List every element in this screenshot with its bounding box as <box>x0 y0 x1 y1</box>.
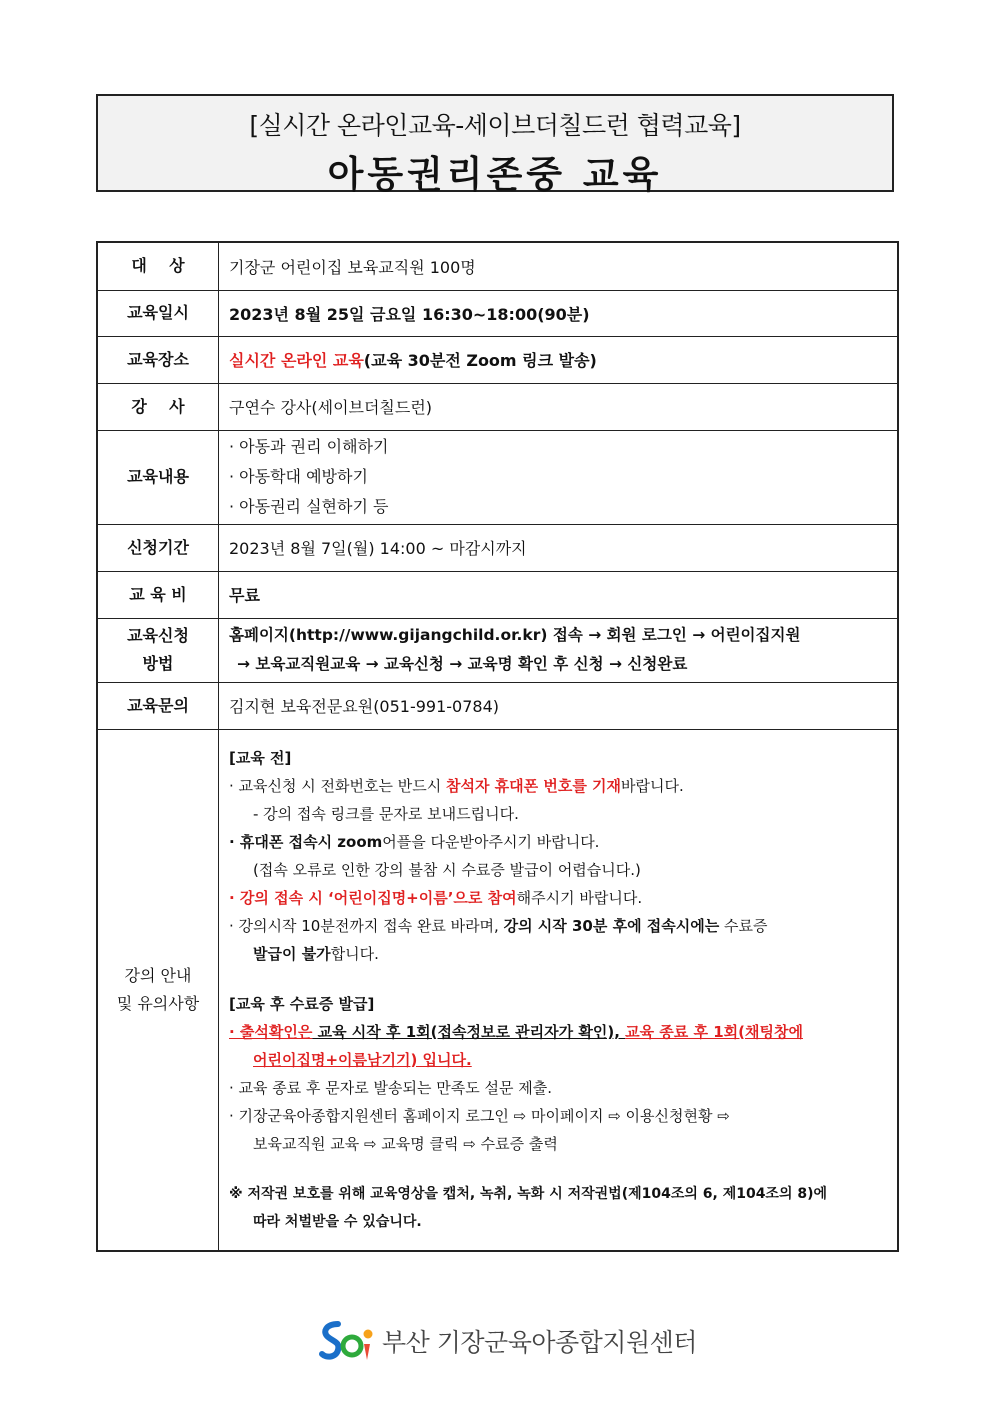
row-method <box>97 618 898 682</box>
guide-before-item-2 <box>229 828 889 856</box>
copyright-note: ※ 저작권 보호를 위해 교육영상을 캡처, 녹취, 녹화 시 저작권법(제104조의 6, 제104조의 8)에 <box>229 1185 828 1202</box>
label-place: 교육장소 <box>97 336 219 383</box>
guide-before-item-3 <box>229 884 889 912</box>
label-contact: 교육문의 <box>97 682 219 729</box>
value-fee: 무료 <box>219 571 899 618</box>
text: · 강의시작 10분전까지 접속 완료 바라며, <box>229 916 504 935</box>
label-guide-line1: 강의 안내 <box>124 965 192 985</box>
row-place <box>97 336 898 383</box>
row-contact <box>97 682 898 729</box>
highlight-join-name: · 강의 접속 시 ‘어린이집명+이름’으로 참여 <box>229 888 517 907</box>
guide-after-item-3: · 기장군육아종합지원센터 홈페이지 로그인 ⇨ 마이페이지 ⇨ 이용신청현황 ⇨ <box>229 1106 730 1125</box>
label-guide-line2: 및 유의사항 <box>116 993 200 1013</box>
value-place <box>219 336 899 383</box>
row-content <box>97 430 898 524</box>
value-contact: 김지현 보육전문요원(051-991-0784) <box>219 682 899 729</box>
value-place-note: (교육 30분전 Zoom 링크 발송) <box>363 351 597 370</box>
spacer <box>229 968 889 990</box>
guide-before-item-4-cont <box>229 940 889 968</box>
row-fee <box>97 571 898 618</box>
value-method <box>219 618 899 682</box>
title-subtitle: [실시간 온라인교육-세이브더칠드런 협력교육] <box>249 111 741 140</box>
footer-org-name: 부산 기장군육아종합지원센터 <box>382 1328 697 1357</box>
title-box <box>96 94 894 196</box>
info-table <box>96 241 899 1252</box>
text: 발급이 불가 <box>253 944 331 963</box>
guide-before-item-1-sub: - 강의 접속 링크를 문자로 보내드립니다. <box>253 804 519 823</box>
guide-after-heading: [교육 후 수료증 발급] <box>229 994 375 1013</box>
row-target <box>97 242 898 290</box>
content-item: · 아동과 권리 이해하기 <box>229 437 389 456</box>
guide-before-item-1 <box>229 772 889 800</box>
text: 바랍니다. <box>621 776 684 795</box>
text: · 휴대폰 접속시 zoom <box>229 832 383 851</box>
guide-after-item-2: · 교육 종료 후 문자로 발송되는 만족도 설문 제출. <box>229 1078 552 1097</box>
guide-after-item-1-cont: 어린이집명+이름남기기) 입니다. <box>253 1050 472 1069</box>
text: 교육 시작 후 1회(접속정보로 관리자가 확인), <box>312 1022 626 1041</box>
method-line1: 홈페이지(http://www.gijangchild.or.kr) 접속 → 회원 로그인 → 어린이집지원 <box>229 626 801 644</box>
copyright-note-cont: 따라 처벌받을 수 있습니다. <box>253 1213 422 1230</box>
value-lecturer: 구연수 강사(세이브더칠드런) <box>219 383 899 430</box>
guide-before-heading: [교육 전] <box>229 748 292 767</box>
value-place-online: 실시간 온라인 교육 <box>229 351 364 370</box>
method-line2: → 보육교직원교육 → 교육신청 → 교육명 확인 후 신청 → 신청완료 <box>237 655 688 673</box>
guide-before-item-2-sub: (접속 오류로 인한 강의 불참 시 수료증 발급이 어렵습니다.) <box>253 860 641 879</box>
value-period: 2023년 8월 7일(월) 14:00 ~ 마감시까지 <box>219 524 899 571</box>
text: 수료증 <box>719 916 768 935</box>
content-item: · 아동권리 실현하기 등 <box>229 497 389 516</box>
label-lecturer: 강 사 <box>97 383 219 430</box>
spacer <box>229 1158 889 1180</box>
text: · 교육신청 시 전화번호는 반드시 <box>229 776 446 795</box>
content-item: · 아동학대 예방하기 <box>229 467 368 486</box>
value-date: 2023년 8월 25일 금요일 16:30~18:00(90분) <box>219 290 899 336</box>
row-lecturer <box>97 383 898 430</box>
label-method-line2: 방법 <box>142 654 174 673</box>
row-date <box>97 290 898 336</box>
text: 강의 시작 30분 후에 접속시에는 <box>503 916 720 935</box>
text: 해주시기 바랍니다. <box>516 888 643 907</box>
label-fee: 교 육 비 <box>97 571 219 618</box>
highlight-attendance: · 출석확인은 <box>229 1022 313 1041</box>
value-content <box>219 430 899 524</box>
label-method <box>97 618 219 682</box>
guide-before-item-4 <box>229 912 889 940</box>
label-content: 교육내용 <box>97 430 219 524</box>
guide-after-item-3-cont: 보육교직원 교육 ⇨ 교육명 클릭 ⇨ 수료증 출력 <box>253 1134 558 1153</box>
center-logo-icon <box>318 1318 376 1364</box>
row-period <box>97 524 898 571</box>
text: 어플을 다운받아주시기 바랍니다. <box>382 832 600 851</box>
label-guide <box>97 729 219 1251</box>
label-method-line1: 교육신청 <box>127 626 189 645</box>
footer <box>318 1316 697 1366</box>
value-guide <box>219 729 899 1251</box>
text: 합니다. <box>330 944 379 963</box>
guide-after-item-1 <box>229 1018 889 1046</box>
row-guide <box>97 729 898 1251</box>
label-date: 교육일시 <box>97 290 219 336</box>
label-target: 대 상 <box>97 242 219 290</box>
title-main: 아동권리존중 교육 <box>327 153 663 196</box>
text: 교육 종료 후 1회(채팅창에 <box>625 1022 803 1041</box>
highlight-phone: 참석자 휴대폰 번호를 기재 <box>445 776 622 795</box>
label-period: 신청기간 <box>97 524 219 571</box>
value-target: 기장군 어린이집 보육교직원 100명 <box>219 242 899 290</box>
